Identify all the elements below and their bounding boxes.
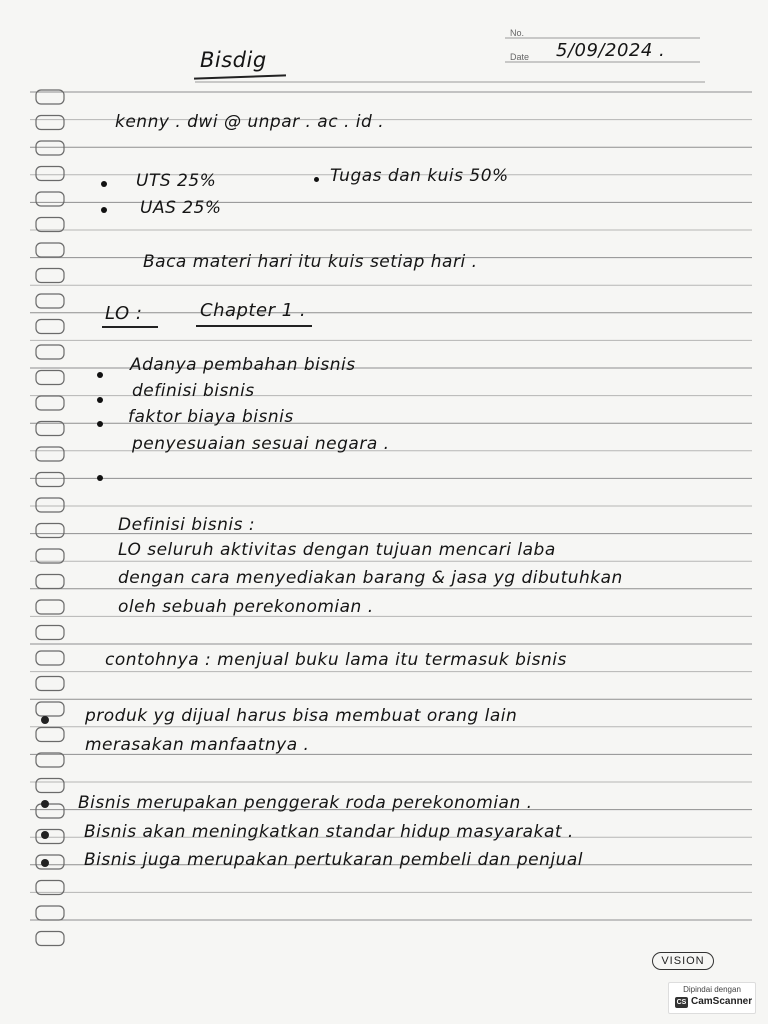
binder-hole (36, 294, 64, 308)
binder-hole (36, 473, 64, 487)
date-label: Date (510, 52, 530, 62)
list-item: definisi bisnis (132, 381, 255, 401)
email-line: kenny . dwi @ unpar . ac . id . (115, 112, 385, 132)
chapter-title: Chapter 1 . (200, 300, 307, 321)
binder-hole (36, 243, 64, 257)
binder-hole (36, 932, 64, 946)
tugas-line: Tugas dan kuis 50% (330, 166, 509, 186)
chapter-underline (196, 325, 312, 327)
statement-line: Bisnis merupakan penggerak roda perekonomian . (78, 793, 533, 813)
binder-hole (36, 651, 64, 665)
binder-hole (36, 779, 64, 793)
statement-line: Bisnis juga merupakan pertukaran pembeli dan penjual (84, 850, 584, 870)
bullet-dot (97, 397, 103, 403)
bullet-dot (97, 372, 103, 378)
binder-hole (36, 141, 64, 155)
binder-hole (36, 320, 64, 334)
binder-hole (36, 830, 64, 844)
binder-hole (36, 116, 64, 130)
binder-hole (36, 804, 64, 818)
lo-underline (102, 326, 158, 328)
note-line: Baca materi hari itu kuis setiap hari . (143, 252, 478, 272)
binder-hole (36, 396, 64, 410)
no-label: No. (510, 28, 525, 38)
margin-dot (41, 716, 49, 724)
camscanner-watermark (668, 982, 756, 1014)
product-line: produk yg dijual harus bisa membuat orang lain (85, 706, 518, 726)
binder-hole (36, 371, 64, 385)
binder-hole (36, 677, 64, 691)
binder-hole (36, 218, 64, 232)
definition-line: LO seluruh aktivitas dengan tujuan mencari laba (118, 540, 556, 560)
bullet-dot (101, 181, 107, 187)
binder-hole (36, 702, 64, 716)
list-item: Adanya pembahan bisnis (130, 355, 356, 375)
vision-stamp: VISION (652, 952, 714, 970)
uas-line: UAS 25% (140, 198, 222, 218)
definition-line: dengan cara menyediakan barang & jasa yg dibutuhkan (118, 568, 623, 588)
margin-dot (41, 800, 49, 808)
binder-hole (36, 753, 64, 767)
scanned-by-text: Dipindai dengan (683, 985, 741, 994)
statement-line: Bisnis akan meningkatkan standar hidup masyarakat . (84, 822, 574, 842)
bullet-dot (97, 421, 103, 427)
binder-hole (36, 192, 64, 206)
binder-hole (36, 575, 64, 589)
binder-hole (36, 626, 64, 640)
binder-hole (36, 906, 64, 920)
binder-hole (36, 524, 64, 538)
page-title: Bisdig (200, 48, 267, 72)
binder-hole (36, 600, 64, 614)
bullet-dot (314, 177, 319, 182)
binder-hole (36, 269, 64, 283)
product-line: merasakan manfaatnya . (85, 735, 310, 755)
list-item: faktor biaya bisnis (128, 407, 294, 427)
margin-dot (41, 831, 49, 839)
camscanner-logo-icon: CS (676, 999, 687, 1006)
binder-hole (36, 345, 64, 359)
list-item: penyesuaian sesuai negara . (132, 434, 390, 454)
bullet-dot (97, 475, 103, 481)
definition-title: Definisi bisnis : (118, 515, 256, 535)
binder-hole (36, 728, 64, 742)
date-value: 5/09/2024 . (556, 40, 666, 61)
example-line: contohnya : menjual buku lama itu termasuk bisnis (105, 650, 567, 670)
binder-hole (36, 447, 64, 461)
lo-label: LO : (105, 303, 143, 324)
margin-dot (41, 859, 49, 867)
camscanner-brand: CamScanner (691, 996, 753, 1007)
definition-line: oleh sebuah perekonomian . (118, 597, 374, 617)
binder-hole (36, 167, 64, 181)
binder-hole (36, 498, 64, 512)
bullet-dot (101, 207, 107, 213)
uts-line: UTS 25% (136, 171, 217, 191)
